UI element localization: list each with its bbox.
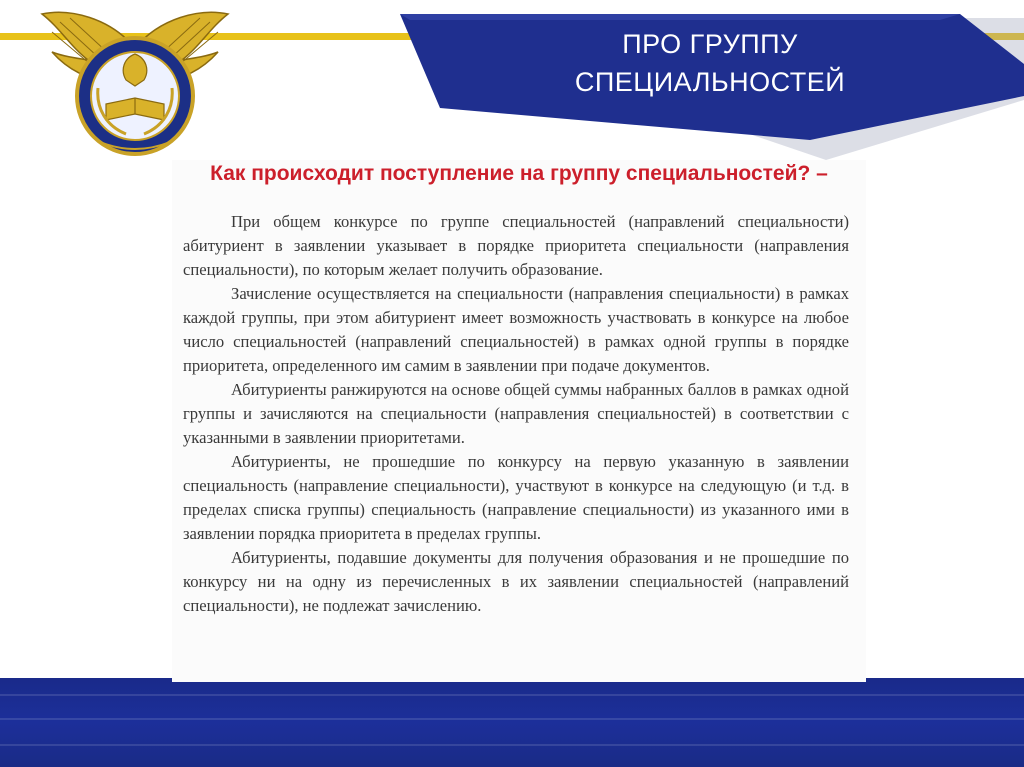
paragraph-1: При общем конкурсе по группе специальностей (направлений специальности) абитуриент в заявлении указывает в порядке приоритета специальности (направления специальности), по которым желает получить образование. [183,212,849,279]
paragraph-4: Абитуриенты, не прошедшие по конкурсу на первую указанную в заявлении специальность (направление специальности), участвуют в конкурсе на следующую (и т.д. в пределах списка группы) специальность (направление специальности) из указанного ими в заявлении порядка приоритета в пределах группы. [183,452,849,543]
footer-band [0,678,1024,767]
title-line-1: ПРО ГРУППУ [622,29,798,59]
body-text [183,210,849,618]
page-title [555,25,865,101]
paragraph-3: Абитуриенты ранжируются на основе общей суммы набранных баллов в рамках одной группы и зачисляются на специальности (направления специальностей) в соответствии с указанными в заявлении приоритетами. [183,380,849,447]
paragraph-2: Зачисление осуществляется на специальности (направления специальности) в рамках каждой группы, при этом абитуриент имеет возможность участвовать в конкурсе на любое число специальностей (направлений специальностей) в рамках одной группы в порядке приоритета, определенного им самим в заявлении при подаче документов. [183,284,849,375]
academy-emblem-icon [40,8,230,158]
section-question: Как происходит поступление на группу специальностей? – [210,162,828,185]
title-line-2: СПЕЦИАЛЬНОСТЕЙ [574,67,846,97]
paragraph-5: Абитуриенты, подавшие документы для получения образования и не прошедшие по конкурсу ни на одну из перечисленных в их заявлении специальностей (направлений специальности), не подлежат зачислению. [183,548,849,615]
